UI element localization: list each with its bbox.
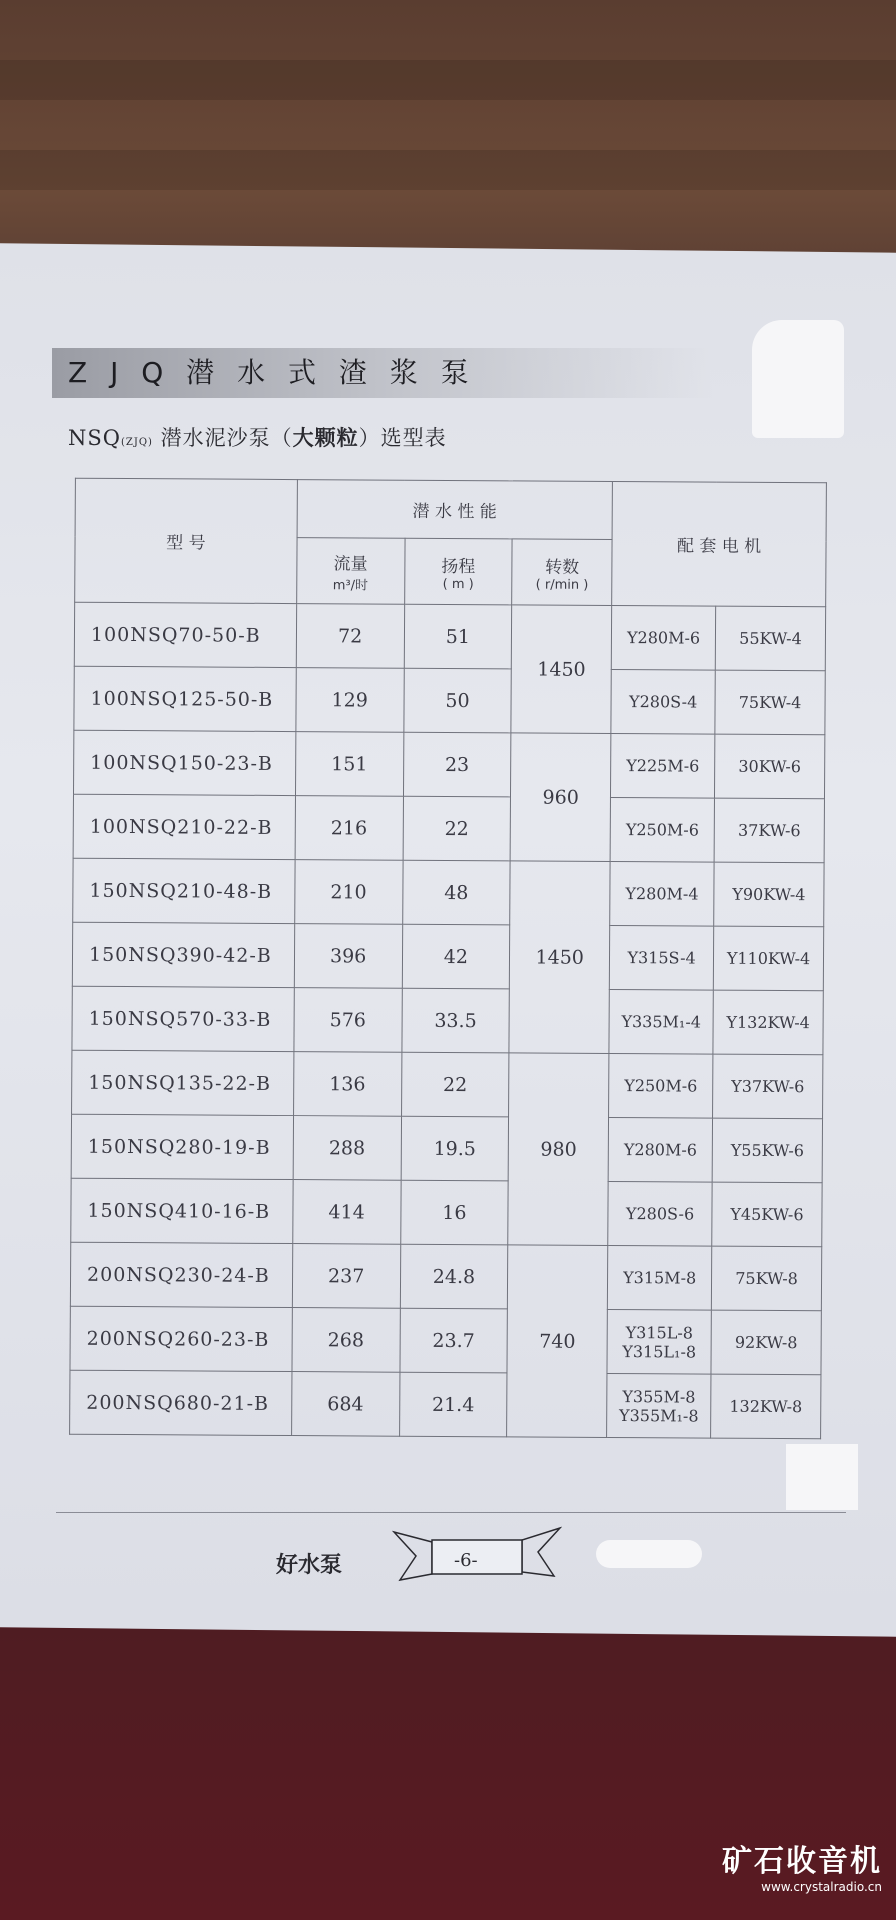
- cell-motor: Y315L-8 Y315L₁-8: [607, 1309, 711, 1374]
- table-row: [71, 1178, 822, 1247]
- table-row: [70, 1370, 821, 1439]
- table-row: [73, 730, 824, 799]
- cell-head: 48: [402, 860, 510, 925]
- header-motor: 配 套 电 机: [612, 481, 827, 606]
- cell-power: Y45KW-6: [712, 1182, 822, 1247]
- cell-motor: Y225M-6: [611, 733, 715, 798]
- cell-head: 16: [400, 1180, 508, 1245]
- cell-motor: Y280M-6: [611, 605, 715, 670]
- cell-motor: Y280M-6: [608, 1117, 712, 1182]
- cell-power: 92KW-8: [711, 1310, 821, 1375]
- cell-model: 100NSQ150-23-B: [73, 730, 295, 795]
- cell-power: 30KW-6: [715, 734, 825, 799]
- footer-brand: 好水泵: [276, 1553, 343, 1578]
- title-prefix: NSQ: [68, 426, 121, 450]
- cell-speed: 1450: [511, 605, 612, 734]
- cell-model: 200NSQ680-21-B: [70, 1370, 292, 1435]
- cell-model: 150NSQ210-48-B: [73, 858, 295, 923]
- cell-flow: 72: [296, 604, 404, 669]
- cell-head: 21.4: [399, 1372, 507, 1437]
- cell-flow: 396: [294, 924, 402, 989]
- cell-flow: 268: [292, 1308, 400, 1373]
- table-row: [73, 794, 824, 863]
- cell-power: 55KW-4: [715, 606, 825, 671]
- cell-motor: Y315S-4: [609, 925, 713, 990]
- cell-power: 75KW-4: [715, 670, 825, 735]
- cell-model: 150NSQ280-19-B: [71, 1114, 293, 1179]
- cell-flow: 414: [293, 1180, 401, 1245]
- cell-speed: 1450: [509, 861, 610, 1054]
- table-row: [74, 602, 825, 671]
- cell-motor: Y280S-4: [611, 669, 715, 734]
- cell-flow: 576: [294, 988, 402, 1053]
- cell-model: 150NSQ570-33-B: [72, 986, 294, 1051]
- header-performance: 潜 水 性 能: [297, 480, 613, 540]
- redaction-patch: [752, 320, 844, 438]
- cell-head: 22: [401, 1052, 509, 1117]
- cell-model: 150NSQ410-16-B: [71, 1178, 293, 1243]
- cell-model: 200NSQ230-24-B: [70, 1242, 292, 1307]
- cell-power: Y90KW-4: [714, 862, 824, 927]
- cell-flow: 210: [294, 860, 402, 925]
- cell-motor: Y250M-6: [610, 797, 714, 862]
- cell-model: 200NSQ260-23-B: [70, 1306, 292, 1371]
- background-band: [0, 150, 896, 190]
- cell-flow: 129: [296, 668, 404, 733]
- cell-flow: 288: [293, 1116, 401, 1181]
- table-row: [73, 858, 824, 927]
- table-row: [71, 1114, 822, 1183]
- cell-head: 19.5: [401, 1116, 509, 1181]
- table-row: [70, 1242, 821, 1311]
- header-title: Z J Q 潜 水 式 渣 浆 泵: [68, 356, 476, 389]
- site-watermark: [722, 1836, 882, 1894]
- cell-motor: Y355M-8 Y355M₁-8: [607, 1373, 711, 1438]
- cell-head: 42: [402, 924, 510, 989]
- table-row: [72, 922, 823, 991]
- cell-power: 132KW-8: [711, 1374, 821, 1439]
- cell-head: 33.5: [401, 988, 509, 1053]
- cell-power: 37KW-6: [714, 798, 824, 863]
- table-row: [72, 1050, 823, 1119]
- cell-speed: 980: [508, 1053, 609, 1246]
- table-title: [68, 422, 447, 452]
- cell-motor: Y315M-8: [607, 1245, 711, 1310]
- cell-flow: 237: [292, 1244, 400, 1309]
- title-suffix: ）选型表: [358, 426, 447, 450]
- cell-head: 23: [403, 732, 511, 797]
- header-model: 型 号: [75, 478, 298, 603]
- cell-power: Y37KW-6: [713, 1054, 823, 1119]
- page-header: [52, 348, 712, 398]
- title-main: 潜水泥沙泵（: [160, 426, 293, 450]
- table-row: [72, 986, 823, 1055]
- cell-model: 100NSQ125-50-B: [74, 666, 296, 731]
- cell-model: 100NSQ210-22-B: [73, 794, 295, 859]
- cell-power: Y55KW-6: [712, 1118, 822, 1183]
- background-band: [0, 60, 896, 100]
- redaction-patch: [786, 1444, 858, 1510]
- cell-head: 23.7: [400, 1308, 508, 1373]
- cell-motor: Y250M-6: [609, 1053, 713, 1118]
- cell-head: 50: [403, 668, 511, 733]
- cell-power: Y132KW-4: [713, 990, 823, 1055]
- header-speed: 转数 ( r/min ): [512, 539, 612, 606]
- cell-flow: 136: [293, 1052, 401, 1117]
- redaction-patch: [596, 1540, 702, 1568]
- cell-head: 51: [404, 604, 512, 669]
- table-row: [74, 666, 825, 735]
- watermark-url: www.crystalradio.cn: [761, 1880, 882, 1894]
- cell-flow: 216: [295, 796, 403, 861]
- cell-model: 150NSQ390-42-B: [72, 922, 294, 987]
- cell-flow: 151: [295, 732, 403, 797]
- cell-motor: Y280M-4: [610, 861, 714, 926]
- header-head: 扬程 ( m ): [404, 538, 512, 605]
- cell-flow: 684: [291, 1372, 399, 1437]
- footer-rule: [56, 1512, 846, 1513]
- cell-speed: 740: [507, 1245, 608, 1438]
- table-row: [70, 1306, 821, 1375]
- cell-power: Y110KW-4: [713, 926, 823, 991]
- cell-speed: 960: [510, 733, 611, 862]
- cell-model: 100NSQ70-50-B: [74, 602, 296, 667]
- page-number: -6-: [454, 1550, 478, 1571]
- cell-motor: Y280S-6: [608, 1181, 712, 1246]
- header-flow: 流量 m³/时: [296, 538, 404, 605]
- title-bold: 大颗粒: [292, 426, 359, 450]
- cell-motor: Y335M₁-4: [609, 989, 713, 1054]
- cell-head: 24.8: [400, 1244, 508, 1309]
- cell-head: 22: [403, 796, 511, 861]
- pump-selection-table: [69, 478, 827, 1440]
- cell-model: 150NSQ135-22-B: [72, 1050, 294, 1115]
- cell-power: 75KW-8: [711, 1246, 821, 1311]
- title-prefix-small: (ZJQ): [120, 437, 153, 448]
- watermark-logo: 矿石收音机: [722, 1844, 882, 1879]
